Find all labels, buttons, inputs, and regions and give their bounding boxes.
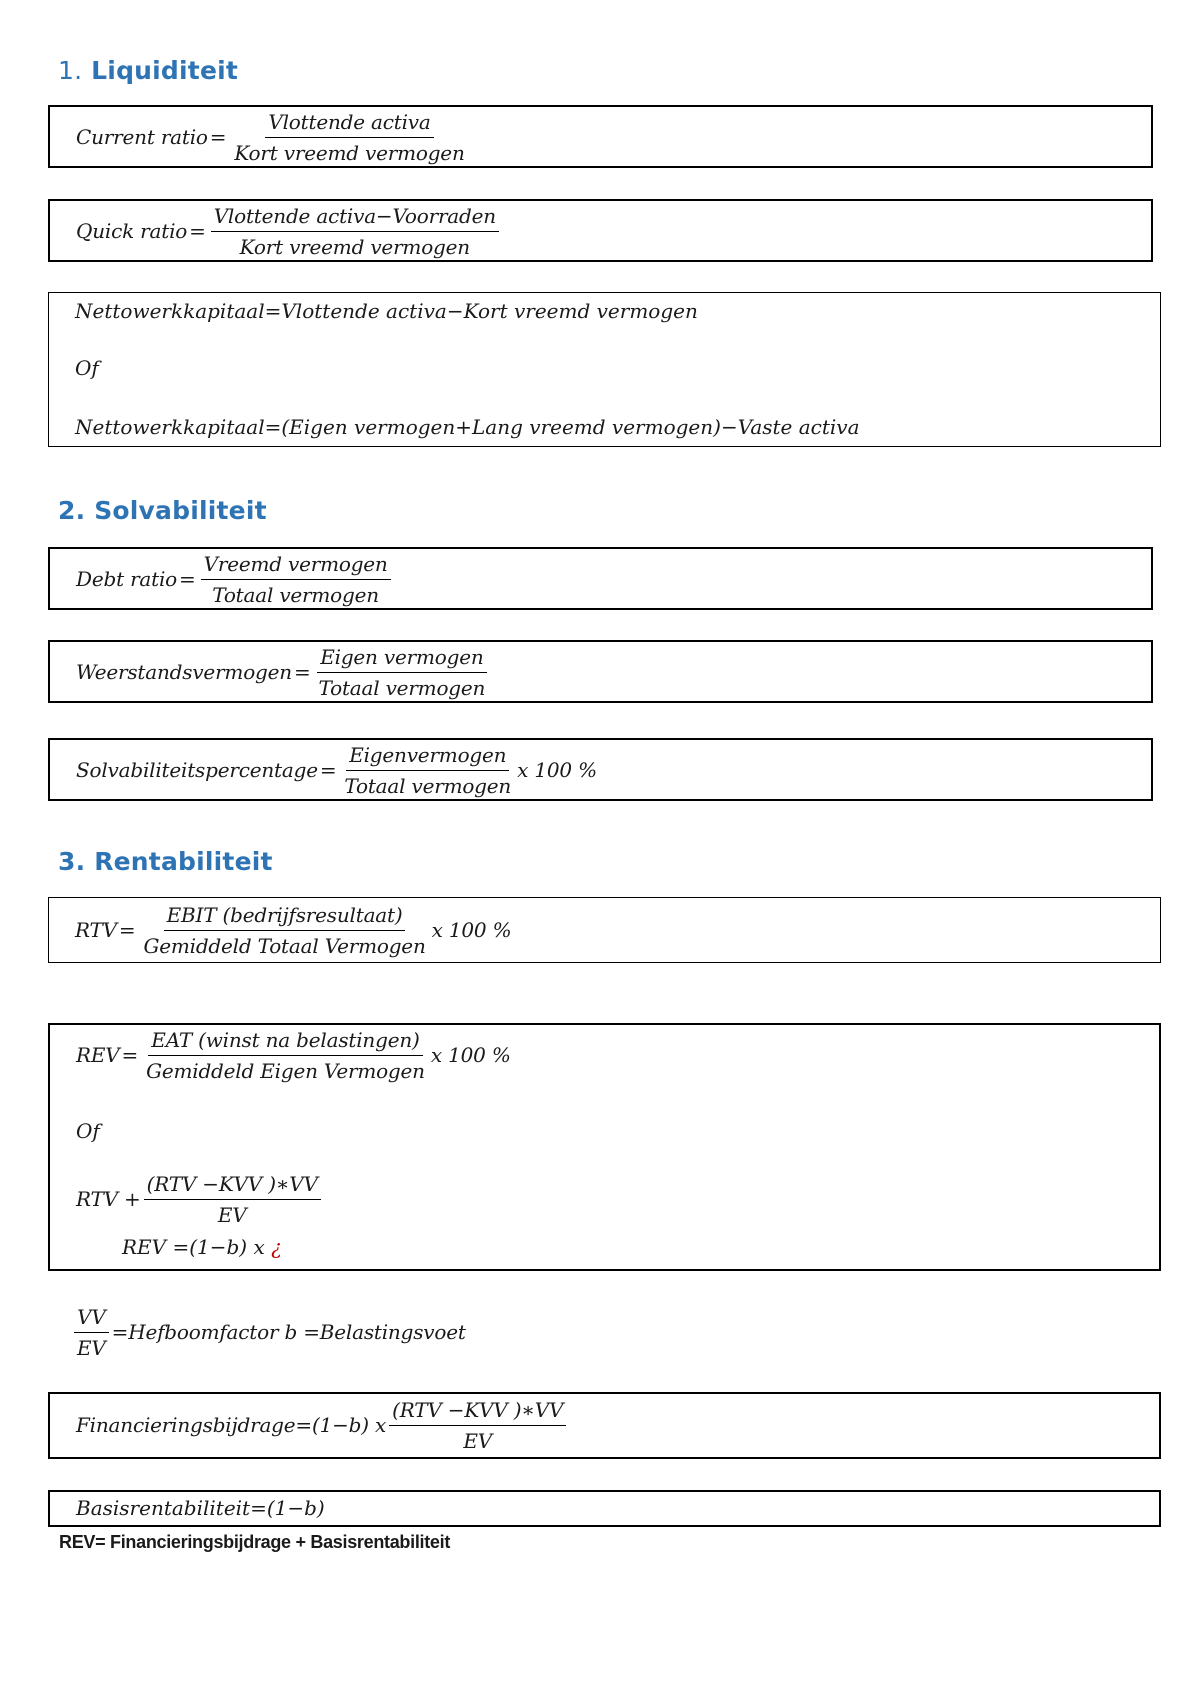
- denominator: Kort vreemd vermogen: [234, 140, 465, 165]
- formula-box-rtv: [48, 897, 1161, 963]
- fraction: [144, 1170, 321, 1229]
- rev-summary-note: REV= Financieringsbijdrage + Basisrentabiliteit: [59, 1532, 451, 1552]
- section-number: 3.: [58, 847, 86, 876]
- rev-alt-formula-line-2: [122, 1235, 282, 1259]
- nettowerkkapitaal-formula-2: Nettowerkkapitaal=(Eigen vermogen+Lang vreemd vermogen)−Vaste activa: [75, 415, 860, 439]
- numerator: Vlottende activa−Voorraden: [211, 202, 499, 232]
- or-label: Of: [75, 356, 99, 380]
- quick-ratio-formula: [76, 202, 502, 260]
- section-heading-liquiditeit: [58, 56, 238, 85]
- formula-box-solvabiliteitspercentage: [48, 738, 1153, 801]
- numerator: (RTV −KVV )∗VV: [144, 1170, 321, 1200]
- definition-text: =Hefboomfactor b =Belastingsvoet: [111, 1320, 466, 1344]
- numerator: VV: [74, 1303, 109, 1333]
- equals-sign: =: [121, 1043, 139, 1067]
- multiplier: x 100 %: [430, 1043, 511, 1067]
- unrendered-symbol: ¿: [271, 1235, 282, 1259]
- denominator: Totaal vermogen: [344, 773, 512, 798]
- section-heading-solvabiliteit: [58, 496, 267, 525]
- rtv-formula: [75, 901, 511, 959]
- debt-ratio-formula: [76, 550, 394, 608]
- fraction: [74, 1303, 109, 1362]
- denominator: EV: [463, 1428, 492, 1453]
- financieringsbijdrage-formula: [76, 1396, 569, 1454]
- denominator: EV: [77, 1335, 106, 1360]
- formula-box-debt-ratio: [48, 547, 1153, 610]
- denominator: Kort vreemd vermogen: [239, 234, 470, 259]
- or-label: Of: [76, 1119, 100, 1143]
- formula-lhs: RTV: [75, 918, 117, 942]
- denominator: Totaal vermogen: [318, 675, 486, 700]
- section-title: Rentabiliteit: [94, 847, 273, 876]
- numerator: EAT (winst na belastingen): [148, 1026, 422, 1056]
- numerator: (RTV −KVV )∗VV: [389, 1396, 566, 1426]
- formula-box-financieringsbijdrage: [48, 1392, 1161, 1459]
- weerstandsvermogen-formula: [76, 643, 491, 701]
- section-number: 2.: [58, 496, 86, 525]
- formula-lhs: Financieringsbijdrage=(1−b) x: [76, 1413, 387, 1437]
- fraction: [211, 202, 499, 261]
- numerator: Vlottende activa: [265, 108, 433, 138]
- equals-sign: =: [209, 125, 227, 149]
- fraction: [140, 901, 428, 960]
- formula-lhs: Current ratio: [76, 125, 208, 149]
- fraction: [201, 550, 391, 609]
- equals-sign: =: [319, 758, 337, 782]
- formula-lhs: Debt ratio: [76, 567, 178, 591]
- formula-text: REV =(1−b) x: [122, 1235, 265, 1259]
- section-heading-rentabiliteit: [58, 847, 273, 876]
- fraction: [316, 643, 489, 702]
- denominator: EV: [217, 1202, 247, 1227]
- rev-formula: [76, 1026, 511, 1084]
- numerator: Eigenvermogen: [346, 741, 509, 771]
- fraction: [231, 108, 467, 167]
- section-title: Liquiditeit: [91, 56, 239, 85]
- rev-alt-formula: [76, 1170, 324, 1228]
- formula-lhs: Solvabiliteitspercentage: [76, 758, 318, 782]
- fraction: [143, 1026, 428, 1085]
- denominator: Gemiddeld Totaal Vermogen: [143, 933, 426, 958]
- multiplier: x 100 %: [431, 918, 512, 942]
- solvabiliteitspercentage-formula: [76, 741, 597, 799]
- numerator: Eigen vermogen: [317, 643, 486, 673]
- formula-box-nettowerkkapitaal: [48, 292, 1161, 447]
- formula-box-weerstandsvermogen: [48, 640, 1153, 703]
- denominator: Gemiddeld Eigen Vermogen: [146, 1058, 425, 1083]
- equals-sign: =: [189, 219, 206, 243]
- numerator: Vreemd vermogen: [201, 550, 391, 580]
- nettowerkkapitaal-formula-1: Nettowerkkapitaal=Vlottende activa−Kort vreemd vermogen: [75, 299, 698, 323]
- numerator: EBIT (bedrijfsresultaat): [164, 901, 406, 931]
- formula-lhs: Quick ratio: [76, 219, 188, 243]
- formula-box-quick-ratio: [48, 199, 1153, 262]
- formula-box-current-ratio: [48, 105, 1153, 168]
- formula-box-basisrentabiliteit: [48, 1490, 1161, 1527]
- fraction: [341, 741, 514, 800]
- current-ratio-formula: [76, 108, 471, 166]
- equals-sign: =: [293, 660, 311, 684]
- formula-lhs: REV: [76, 1043, 120, 1067]
- section-title: Solvabiliteit: [94, 496, 267, 525]
- hefboom-definition: [74, 1303, 466, 1361]
- multiplier: x 100 %: [517, 758, 597, 782]
- section-number: 1.: [58, 56, 83, 85]
- denominator: Totaal vermogen: [212, 582, 379, 607]
- fraction: [389, 1396, 566, 1455]
- formula-lhs: RTV +: [76, 1187, 141, 1211]
- equals-sign: =: [118, 918, 136, 942]
- formula-lhs: Weerstandsvermogen: [76, 660, 292, 684]
- basisrentabiliteit-formula: Basisrentabiliteit=(1−b): [76, 1496, 325, 1520]
- equals-sign: =: [179, 567, 196, 591]
- formula-box-rev: [48, 1023, 1161, 1271]
